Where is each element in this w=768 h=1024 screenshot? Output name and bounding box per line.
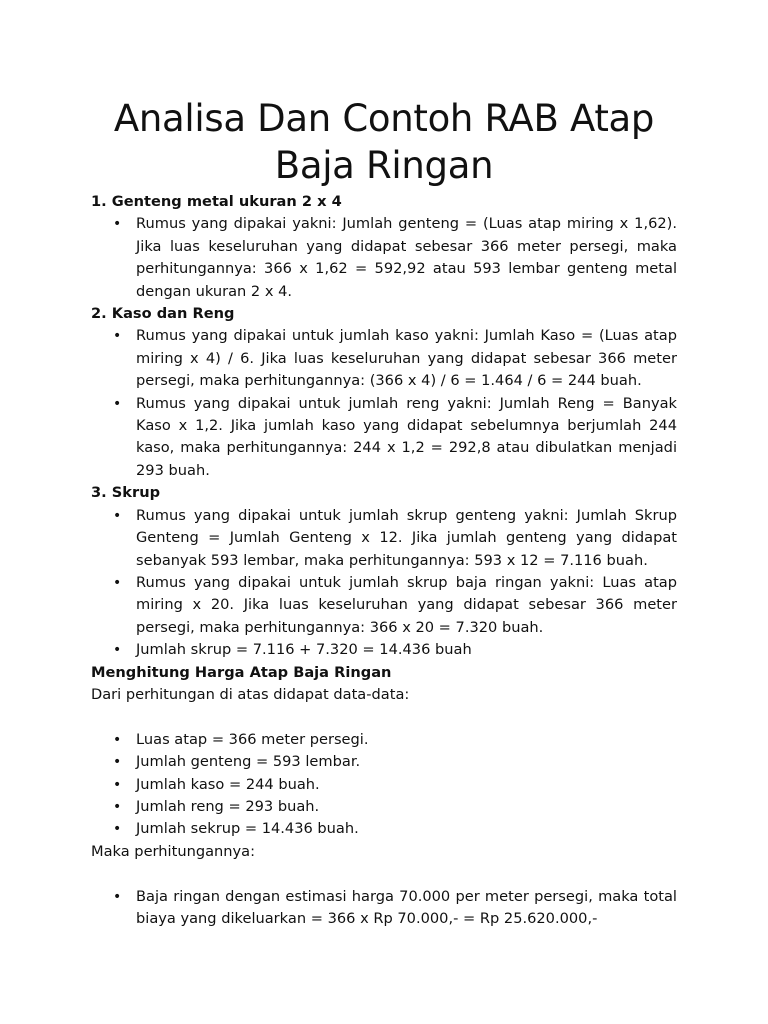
calc-intro-paragraph: Maka perhitungannya:: [91, 842, 256, 860]
section-kaso-reng: [91, 303, 677, 482]
bullet-list: [91, 213, 677, 303]
list-item-text: Jumlah reng = 293 buah.: [136, 797, 320, 815]
bullet-icon: •: [113, 798, 122, 815]
bullet-icon: •: [113, 574, 122, 591]
list-item: [91, 639, 677, 661]
list-item: [91, 774, 677, 796]
list-item-text: Rumus yang dipakai untuk jumlah skrup genteng yakni: Jumlah Skrup Genteng = Jumlah Genteng x 12. Jika jumlah genteng yang didapat sebanyak 593 lembar, maka perhitungannya: 593 x 12 = 7.116 buah.: [136, 506, 677, 569]
data-list: [91, 729, 677, 841]
list-item-text: Jumlah skrup = 7.116 + 7.320 = 14.436 buah: [136, 641, 472, 659]
bullet-icon: •: [113, 507, 122, 524]
list-item: [91, 751, 677, 773]
list-item-text: Jumlah kaso = 244 buah.: [136, 775, 320, 793]
bullet-icon: •: [113, 821, 122, 838]
bullet-icon: •: [113, 888, 122, 905]
blank-line: [91, 706, 677, 728]
calc-list: [91, 886, 677, 931]
list-item: [91, 393, 677, 483]
section-heading: Menghitung Harga Atap Baja Ringan: [91, 663, 392, 681]
bullet-icon: •: [113, 642, 122, 659]
intro-paragraph: Dari perhitungan di atas didapat data-data:: [91, 685, 410, 703]
bullet-list: [91, 325, 677, 482]
bullet-icon: •: [113, 216, 122, 233]
bullet-list: [91, 505, 677, 662]
list-item-text: Luas atap = 366 meter persegi.: [136, 730, 369, 748]
list-item: [91, 213, 677, 303]
list-item: [91, 729, 677, 751]
bullet-icon: •: [113, 754, 122, 771]
bullet-icon: •: [113, 731, 122, 748]
section-harga: [91, 662, 677, 931]
bullet-icon: •: [113, 776, 122, 793]
section-skrup: [91, 482, 677, 661]
list-item: [91, 572, 677, 639]
list-item-text: Baja ringan dengan estimasi harga 70.000 per meter persegi, maka total biaya yang dikeluarkan = 366 x Rp 70.000,- = Rp 25.620.000,-: [136, 887, 677, 927]
blank-line: [91, 863, 677, 885]
list-item-text: Rumus yang dipakai yakni: Jumlah genteng = (Luas atap miring x 1,62). Jika luas keseluruhan yang didapat sebesar 366 meter persegi, maka perhitungannya: 366 x 1,62 = 592,92 atau 593 lembar genteng metal dengan ukuran 2 x 4.: [136, 215, 677, 300]
section-genteng: [91, 191, 677, 303]
list-item: [91, 505, 677, 572]
list-item-text: Jumlah sekrup = 14.436 buah.: [136, 820, 359, 838]
list-item: [91, 796, 677, 818]
list-item-text: Rumus yang dipakai untuk jumlah skrup baja ringan yakni: Luas atap miring x 20. Jika luas keseluruhan yang didapat sebesar 366 meter persegi, maka perhitungannya: 366 x 20 = 7.320 buah.: [136, 573, 677, 636]
list-item-text: Rumus yang dipakai untuk jumlah kaso yakni: Jumlah Kaso = (Luas atap miring x 4) / 6. Jika luas keseluruhan yang didapat sebesar 366 meter persegi, maka perhitungannya: (366 x 4) / 6 = 1.464 / 6 = 244 buah.: [136, 327, 677, 390]
section-heading: 1. Genteng metal ukuran 2 x 4: [91, 193, 342, 210]
list-item-text: Rumus yang dipakai untuk jumlah reng yakni: Jumlah Reng = Banyak Kaso x 1,2. Jika jumlah kaso yang didapat sebelumnya berjumlah 244 kaso, maka perhitungannya: 244 x 1,2 = 292,8 atau dibulatkan menjadi 293 buah.: [136, 394, 677, 479]
section-heading: 2. Kaso dan Reng: [91, 305, 235, 323]
title-block: [91, 95, 677, 189]
list-item-text: Jumlah genteng = 593 lembar.: [136, 753, 361, 771]
list-item: [91, 818, 677, 840]
section-heading: 3. Skrup: [91, 484, 161, 502]
list-item: [91, 886, 677, 931]
bullet-icon: •: [113, 395, 122, 412]
bullet-icon: •: [113, 328, 122, 345]
page-title: Analisa Dan Contoh RAB Atap Baja Ringan: [113, 97, 655, 187]
list-item: [91, 325, 677, 392]
